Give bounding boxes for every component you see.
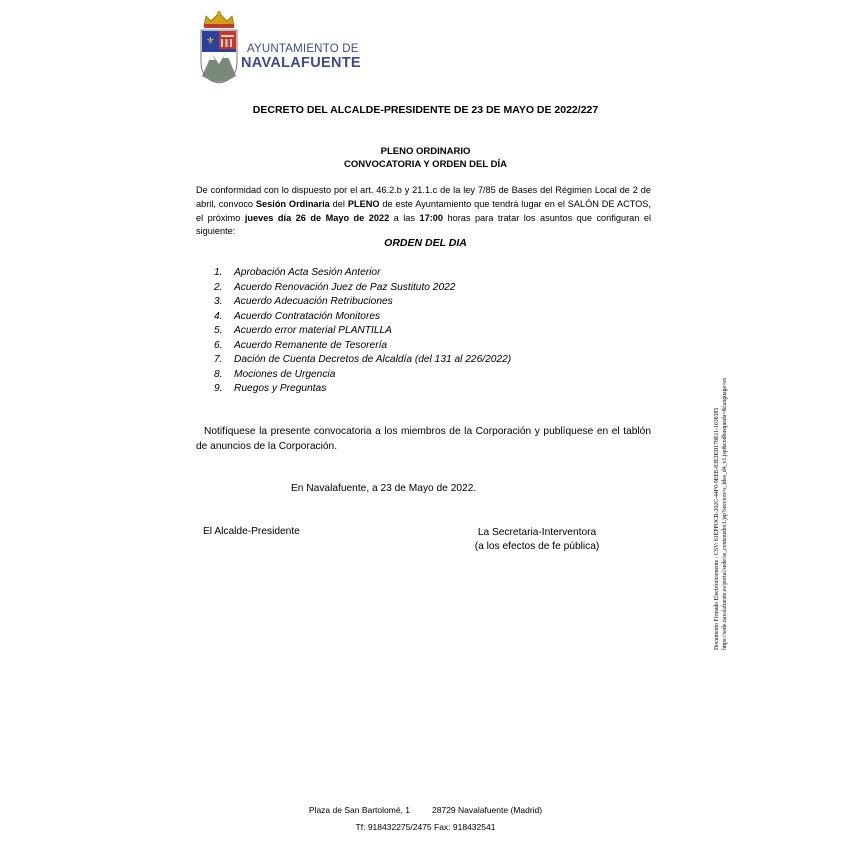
agenda-text: Acuerdo error material PLANTILLA xyxy=(234,325,392,336)
footer-address-line xyxy=(0,805,851,815)
stamp-line-1: Documento Firmado Electrónicamente - CSV: 61EPPOCR-202C-44F0-9EEE-83E3ED178E11-1038385 xyxy=(714,407,720,650)
body-text-1: De conformidad con lo dispuesto por el art. 46.2.b y 21.1.c de la ley 7/85 de Bases del Régimen Local de 2 de abril, convoco xyxy=(196,185,651,209)
body-bold-3: jueves día 26 de Mayo de 2022 xyxy=(244,212,390,223)
footer-postal: 28729 Navalafuente (Madrid) xyxy=(432,805,543,815)
notification-paragraph: Notifíquese la presente convocatoria a los miembros de la Corporación y publíquese en el tablón de anuncios de la Corporación. xyxy=(196,426,651,452)
signature-mayor: El Alcalde-Presidente xyxy=(203,526,300,537)
body-bold-4: 17:00 xyxy=(419,212,443,223)
agenda-item xyxy=(208,295,511,310)
footer-address: Plaza de San Bartolomé, 1 xyxy=(308,805,411,815)
stamp-line-2: https://sede.navalafuente.es/portal/sede/se_contenedor1.jsp?seccion=s_fdes_d4_v1.jsp&codbusqueda=&language=es xyxy=(722,377,728,650)
agenda-item xyxy=(208,281,511,296)
body-bold-2: PLENO xyxy=(347,198,380,209)
agenda-item xyxy=(208,339,511,354)
signature-secretary-note: (a los efectos de fe pública) xyxy=(474,541,600,552)
agenda-text: Acuerdo Contratación Monitores xyxy=(234,310,381,322)
signature-secretary-title: La Secretaria-Interventora xyxy=(477,527,597,538)
agenda-text: Ruegos y Preguntas xyxy=(234,383,327,394)
agenda-text: Dación de Cuenta Decretos de Alcaldía (del 131 al 226/2022) xyxy=(234,354,512,365)
body-text-4: a las xyxy=(389,212,420,223)
agenda-text: Mociones de Urgencia xyxy=(234,368,336,380)
agenda-number: 9. xyxy=(214,383,223,394)
body-text-3: de este Ayuntamiento que tendrá lugar en el SALÓN DE ACTOS, el próximo xyxy=(196,198,651,223)
agenda-number: 5. xyxy=(214,325,223,336)
logo-line-1: AYUNTAMIENTO DE xyxy=(247,43,359,55)
svg-text:⚜: ⚜ xyxy=(206,36,215,47)
agenda-number: 1. xyxy=(214,267,223,278)
session-title-1: PLENO ORDINARIO xyxy=(380,146,471,157)
agenda-item xyxy=(208,368,511,383)
footer-phones: Tf: 918432275/2475 Fax: 918432541 xyxy=(355,822,496,832)
session-title-2: CONVOCATORIA Y ORDEN DEL DÍA xyxy=(344,159,507,170)
agenda-list xyxy=(208,266,511,397)
agenda-text: Aprobación Acta Sesión Anterior xyxy=(234,267,381,278)
agenda-number: 2. xyxy=(214,281,223,293)
agenda-item xyxy=(208,310,511,325)
agenda-number: 7. xyxy=(214,354,223,365)
body-bold-1: Sesión Ordinaria xyxy=(255,198,330,209)
agenda-text: Acuerdo Remanente de Tesorería xyxy=(234,339,388,351)
coat-of-arms-icon xyxy=(198,10,240,84)
agenda-number: 4. xyxy=(214,310,223,322)
agenda-item xyxy=(208,382,511,397)
body-text-5: horas para tratar los asuntos que configuran el siguiente: xyxy=(196,212,652,237)
body-paragraph xyxy=(196,184,651,239)
agenda-number: 6. xyxy=(214,339,223,351)
electronic-signature-stamp xyxy=(713,320,729,650)
decree-title: DECRETO DEL ALCALDE-PRESIDENTE DE 23 DE MAYO DE 2022/227 xyxy=(252,104,599,116)
agenda-text: Acuerdo Adecuación Retribuciones xyxy=(234,296,393,307)
agenda-number: 8. xyxy=(214,368,223,380)
agenda-item xyxy=(208,353,511,368)
signature-secretary xyxy=(467,526,607,554)
agenda-text: Acuerdo Renovación Juez de Paz Sustituto 2022 xyxy=(234,281,456,293)
agenda-number: 3. xyxy=(214,296,223,307)
order-title: ORDEN DEL DIA xyxy=(384,237,467,249)
logo-line-2: NAVALAFUENTE xyxy=(241,55,361,71)
place-date: En Navalafuente, a 23 de Mayo de 2022. xyxy=(291,483,477,494)
agenda-item xyxy=(208,266,511,281)
body-text-2: del xyxy=(329,198,348,209)
agenda-item xyxy=(208,324,511,339)
